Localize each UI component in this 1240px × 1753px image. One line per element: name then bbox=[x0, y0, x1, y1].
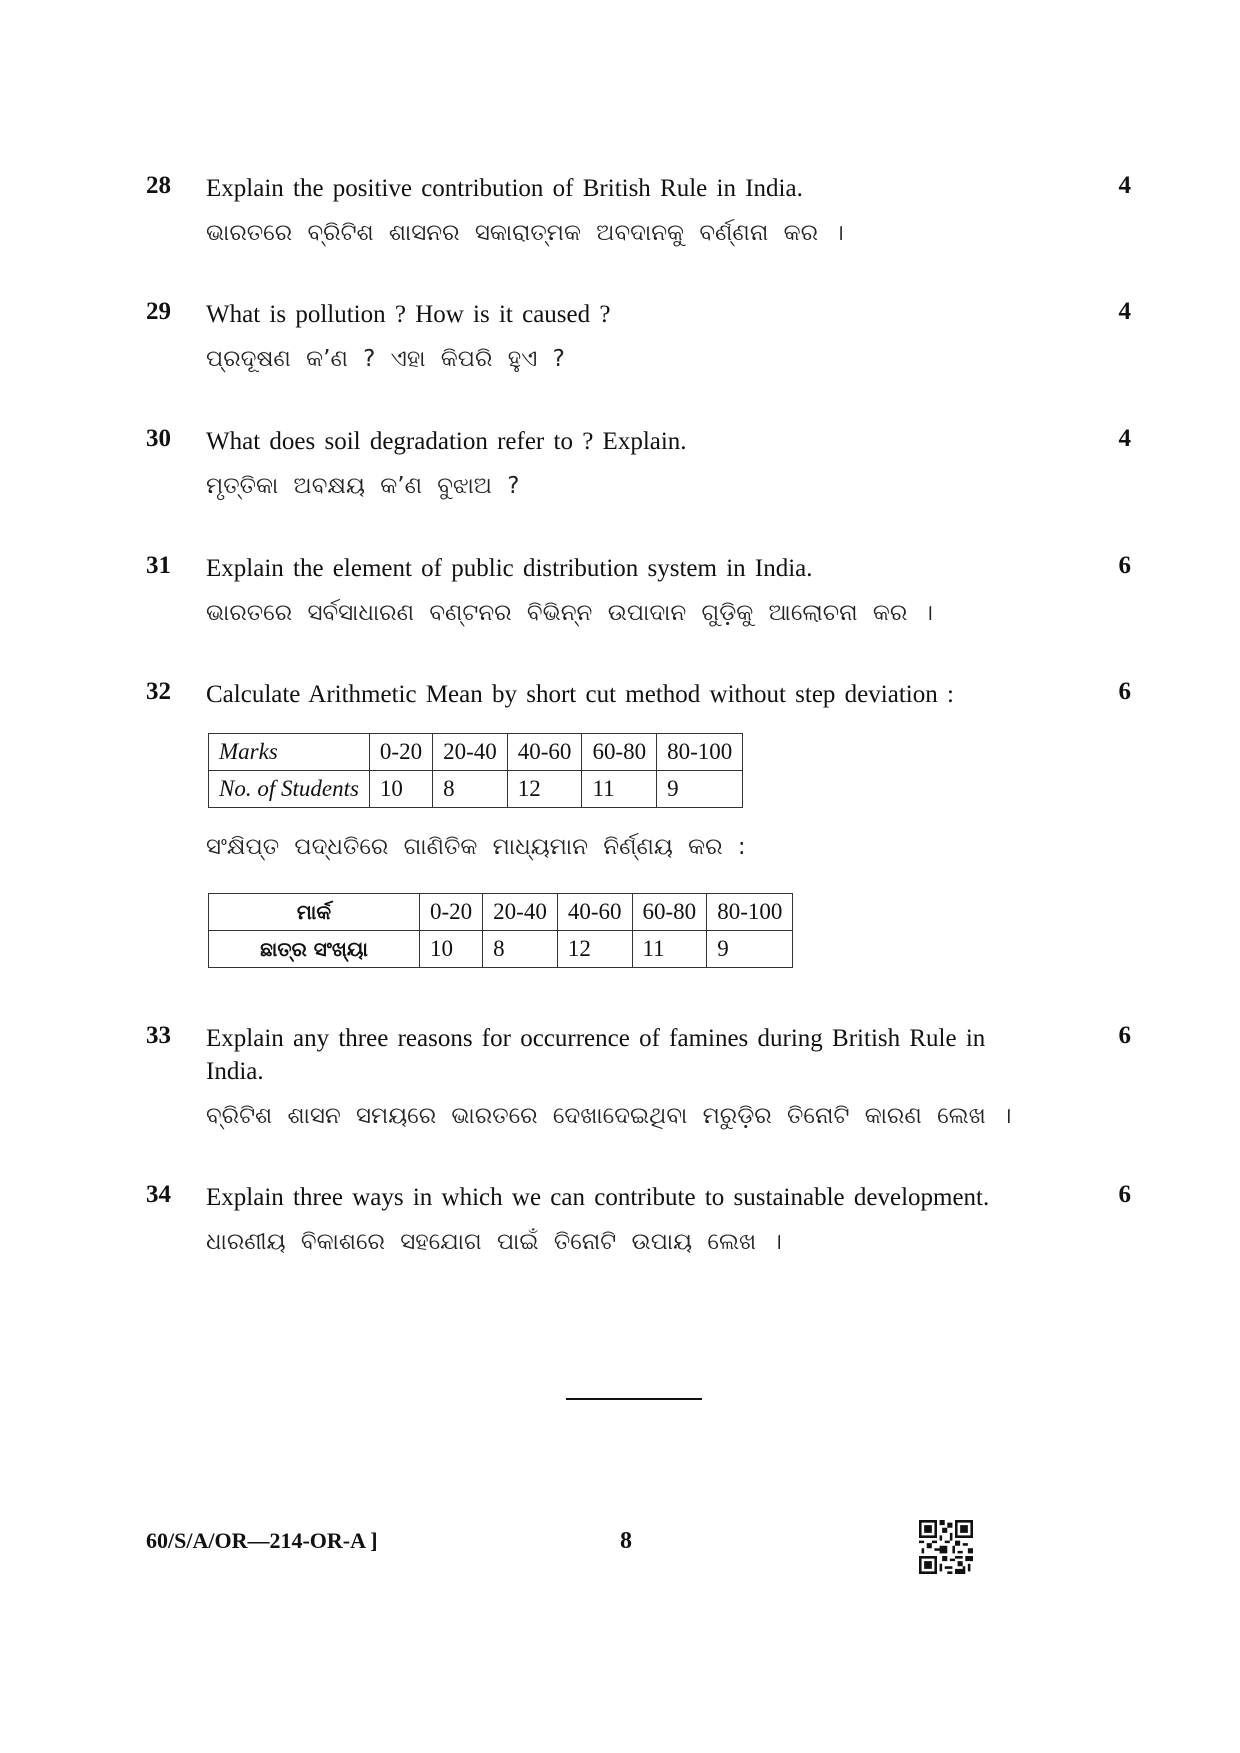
table-row bbox=[209, 894, 793, 931]
question-text-english: Explain three ways in which we can contribute to sustainable development. bbox=[206, 1184, 990, 1211]
question-number: 28 bbox=[146, 172, 171, 199]
table-cell: 0-20 bbox=[420, 894, 483, 931]
question-text-english: Explain the element of public distribution system in India. bbox=[206, 555, 813, 582]
row-label: ମାର୍କ bbox=[209, 894, 420, 931]
question-text-english: Calculate Arithmetic Mean by short cut method without step deviation : bbox=[206, 681, 954, 708]
table-cell: 10 bbox=[420, 931, 483, 968]
question-text-odia: ଧାରଣୀୟ ବିକାଶରେ ସହଯୋଗ ପାଇଁ ତିନୋଟି ଉପାୟ ଲେଖ । bbox=[206, 1229, 782, 1255]
question-number: 34 bbox=[146, 1181, 171, 1208]
table-cell: 8 bbox=[433, 771, 508, 808]
table-cell: 20-40 bbox=[483, 894, 558, 931]
table-row bbox=[209, 771, 743, 808]
table-cell: 11 bbox=[632, 931, 707, 968]
table-cell: 40-60 bbox=[507, 734, 582, 771]
question-text-odia: ଭାରତରେ ସର୍ବସାଧାରଣ ବଣ୍ଟନର ବିଭିନ୍ନ ଉପାଦାନ ଗୁଡ଼ିକୁ ଆଲୋଚନା କର । bbox=[206, 600, 934, 626]
question-marks: 4 bbox=[1118, 172, 1131, 199]
question-text-odia: ପ୍ରଦୂଷଣ କ’ଣ ? ଏହା କିପରି ହୁଏ ? bbox=[206, 346, 565, 372]
table-cell: 80-100 bbox=[707, 894, 793, 931]
row-label: No. of Students bbox=[209, 771, 370, 808]
paper-code: 60/S/A/OR—214-OR-A ] bbox=[146, 1528, 378, 1553]
table-cell: 12 bbox=[507, 771, 582, 808]
page-number: 8 bbox=[620, 1528, 632, 1554]
question-number: 32 bbox=[146, 678, 171, 705]
question-34 bbox=[146, 1181, 1131, 1258]
marks-table-odia bbox=[208, 893, 793, 968]
question-number: 31 bbox=[146, 552, 171, 579]
question-marks: 4 bbox=[1118, 298, 1131, 325]
end-rule bbox=[566, 1398, 702, 1400]
question-text-english: Explain the positive contribution of British Rule in India. bbox=[206, 175, 803, 202]
question-text-english: What is pollution ? How is it caused ? bbox=[206, 301, 611, 328]
question-text-english: Explain any three reasons for occurrence of famines during British Rule in India. bbox=[206, 1025, 986, 1085]
table-cell: 60-80 bbox=[582, 734, 657, 771]
question-30 bbox=[146, 425, 1131, 502]
question-31 bbox=[146, 552, 1131, 629]
table-cell: 10 bbox=[369, 771, 432, 808]
question-28 bbox=[146, 172, 1131, 249]
table-cell: 9 bbox=[707, 931, 793, 968]
table-cell: 0-20 bbox=[369, 734, 432, 771]
question-text-odia: ସଂକ୍ଷିପ୍ତ ପଦ୍ଧତିରେ ଗାଣିତିକ ମାଧ୍ୟମାନ ନିର୍ଣ୍ଣୟ କର : bbox=[206, 834, 746, 860]
question-text-english: What does soil degradation refer to ? Explain. bbox=[206, 428, 687, 455]
table-row bbox=[209, 734, 743, 771]
table-cell: 11 bbox=[582, 771, 657, 808]
question-marks: 6 bbox=[1118, 552, 1131, 579]
qr-code-icon bbox=[919, 1520, 973, 1574]
table-cell: 60-80 bbox=[632, 894, 707, 931]
question-marks: 6 bbox=[1118, 678, 1131, 705]
question-32 bbox=[146, 678, 1131, 711]
question-number: 33 bbox=[146, 1022, 171, 1049]
question-text-odia: ଭାରତରେ ବ୍ରିଟିଶ ଶାସନର ସକାରାତ୍ମକ ଅବଦାନକୁ ବର୍ଣ୍ଣନା କର । bbox=[206, 220, 844, 246]
question-29 bbox=[146, 298, 1131, 375]
question-text-odia: ବ୍ରିଟିଶ ଶାସନ ସମୟରେ ଭାରତରେ ଦେଖାଦେଇଥିବା ମରୁଡ଼ିର ତିନୋଟି କାରଣ ଲେଖ । bbox=[206, 1103, 1012, 1129]
table-cell: 9 bbox=[657, 771, 743, 808]
row-label: Marks bbox=[209, 734, 370, 771]
row-label: ଛାତ୍ର ସଂଖ୍ୟା bbox=[209, 931, 420, 968]
question-number: 30 bbox=[146, 425, 171, 452]
table-cell: 8 bbox=[483, 931, 558, 968]
question-number: 29 bbox=[146, 298, 171, 325]
question-marks: 6 bbox=[1118, 1022, 1131, 1049]
marks-table-english bbox=[208, 733, 743, 808]
question-marks: 6 bbox=[1118, 1181, 1131, 1208]
table-cell: 40-60 bbox=[557, 894, 632, 931]
question-text-odia: ମୃତ୍ତିକା ଅବକ୍ଷୟ କ’ଣ ବୁଝାଅ ? bbox=[206, 473, 520, 499]
table-cell: 20-40 bbox=[433, 734, 508, 771]
question-marks: 4 bbox=[1118, 425, 1131, 452]
table-row bbox=[209, 931, 793, 968]
question-33 bbox=[146, 1022, 1131, 1132]
table-cell: 80-100 bbox=[657, 734, 743, 771]
table-cell: 12 bbox=[557, 931, 632, 968]
